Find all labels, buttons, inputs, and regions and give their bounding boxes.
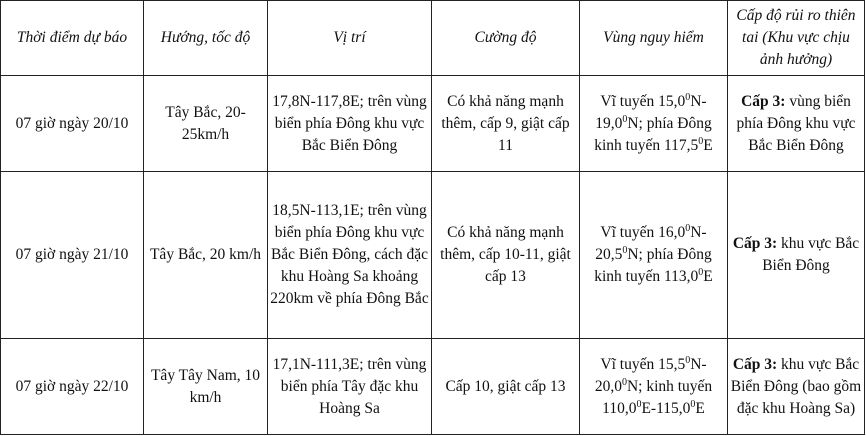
danger-text-2: N-20,0 — [594, 355, 707, 395]
danger-text-1: Vĩ tuyến 16,0 — [600, 224, 686, 241]
cell-direction-speed: Tây Tây Nam, 10 km/h — [144, 339, 268, 435]
header-position: Vị trí — [268, 1, 432, 76]
risk-level-text: khu vực Bắc Biển Đông (bao gồm đặc khu Hoàng Sa) — [730, 355, 862, 417]
danger-text-3: N; phía Đông kinh tuyến 117,5 — [594, 114, 712, 154]
cell-intensity: Có khả năng mạnh thêm, cấp 9, giật cấp 11 — [432, 76, 580, 172]
header-direction-speed: Hướng, tốc độ — [144, 1, 268, 76]
cell-position: 18,5N-113,1E; trên vùng biển phía Đông khu vực Bắc Biển Đông, cách đặc khu Hoàng Sa khoảng 220km về phía Đông Bắc — [268, 172, 432, 339]
table-row — [1, 76, 865, 172]
cell-danger-zone — [580, 339, 728, 435]
degree-sup: 0 — [685, 222, 691, 234]
header-time: Thời điểm dự báo — [1, 1, 144, 76]
risk-level-label: Cấp 3: — [732, 235, 778, 252]
cell-danger-zone — [580, 172, 728, 339]
cell-direction-speed: Tây Bắc, 20 km/h — [144, 172, 268, 339]
cell-time: 07 giờ ngày 22/10 — [1, 339, 144, 435]
cell-risk-level — [728, 172, 865, 339]
table-row — [1, 339, 865, 435]
cell-risk-level — [728, 76, 865, 172]
danger-text-1: Vĩ tuyến 15,5 — [600, 355, 686, 373]
danger-text-4: E — [703, 268, 713, 285]
degree-sup: 0 — [621, 376, 627, 388]
header-risk-level: Cấp độ rủi ro thiên tai (Khu vực chịu ảnh hưởng) — [728, 1, 865, 76]
cell-time: 07 giờ ngày 21/10 — [1, 172, 144, 339]
degree-sup: 0 — [685, 354, 691, 366]
table-row — [1, 172, 865, 339]
risk-level-text: khu vực Bắc Biển Đông — [762, 235, 860, 274]
cell-position: 17,8N-117,8E; trên vùng biển phía Đông khu vực Bắc Biển Đông — [268, 76, 432, 172]
cell-position: 17,1N-111,3E; trên vùng biển phía Tây đặc khu Hoàng Sa — [268, 339, 432, 435]
cell-direction-speed: Tây Bắc, 20-25km/h — [144, 76, 268, 172]
risk-level-text: vùng biển phía Đông khu vực Bắc Biển Đông — [736, 92, 856, 154]
header-intensity: Cường độ — [432, 1, 580, 76]
danger-text-1: Vĩ tuyến 15,0 — [600, 92, 686, 110]
degree-sup: 0 — [622, 244, 628, 256]
danger-text-2: N-20,5 — [595, 224, 707, 263]
cell-risk-level — [728, 339, 865, 435]
danger-text-5: E — [695, 399, 705, 417]
danger-text-2: N-19,0 — [595, 92, 707, 132]
cell-danger-zone — [580, 76, 728, 172]
degree-sup: 0 — [622, 113, 628, 125]
danger-text-4: E — [703, 136, 713, 154]
header-danger-zone: Vùng nguy hiểm — [580, 1, 728, 76]
degree-sup: 0 — [685, 91, 691, 103]
cell-time: 07 giờ ngày 20/10 — [1, 76, 144, 172]
danger-text-3: N; kinh tuyến 110,0 — [602, 377, 713, 417]
header-row — [1, 1, 865, 76]
degree-sup: 0 — [698, 266, 704, 278]
cell-intensity: Có khả năng mạnh thêm, cấp 10-11, giật cấp 13 — [432, 172, 580, 339]
degree-sup: 0 — [636, 398, 642, 410]
degree-sup: 0 — [690, 398, 696, 410]
risk-level-label: Cấp 3: — [741, 92, 786, 110]
cell-intensity: Cấp 10, giật cấp 13 — [432, 339, 580, 435]
danger-text-4: E-115,0 — [641, 399, 691, 417]
risk-level-label: Cấp 3: — [732, 355, 778, 373]
danger-text-3: N; phía Đông kinh tuyến 113,0 — [594, 246, 712, 285]
degree-sup: 0 — [698, 135, 704, 147]
